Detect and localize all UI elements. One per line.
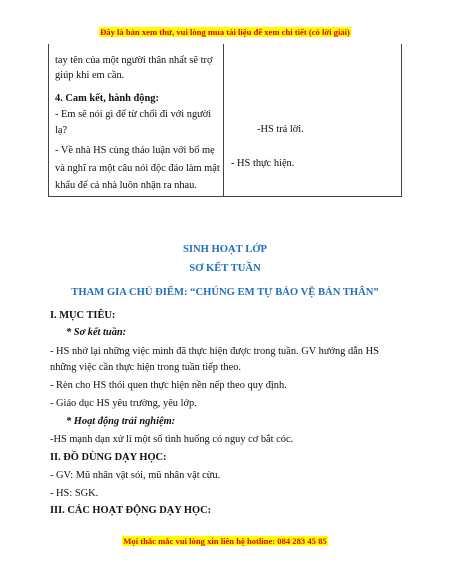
section-subtitle: SƠ KẾT TUẦN — [189, 263, 261, 274]
paragraph: - Rèn cho HS thói quen thực hiện nền nếp theo quy định. — [50, 380, 287, 391]
table-left-line: và nghĩ ra một câu nói độc đáo làm mật — [55, 163, 220, 174]
table-right-answer: -HS trả lời. — [257, 124, 304, 135]
table-left-line: giúp khi em cần. — [55, 70, 125, 81]
heading-objectives: I. MỤC TIÊU: — [50, 310, 116, 321]
table-left-line: - Về nhà HS cùng thảo luận với bố mẹ — [55, 145, 215, 156]
paragraph: những việc cần thực hiện trong tuần tiếp theo. — [50, 362, 242, 373]
section-title: SINH HOẠT LỚP — [183, 244, 267, 255]
table-left-line: khẩu để cả nhà luôn nhận ra nhau. — [55, 180, 197, 191]
table-right-perform: - HS thực hiện. — [231, 158, 295, 169]
theme-heading: THAM GIA CHỦ ĐIỂM: “CHÚNG EM TỰ BẢO VỆ BẢN THÂN” — [71, 287, 379, 298]
paragraph: -HS mạnh dạn xử lí một số tình huống có nguy cơ bắt cóc. — [50, 434, 294, 445]
preview-notice-banner — [0, 27, 450, 37]
subheading-experience: * Hoạt động trải nghiệm: — [66, 416, 176, 427]
table-left-heading: 4. Cam kết, hành động: — [55, 93, 159, 104]
paragraph: - Giáo dục HS yêu trường, yêu lớp. — [50, 398, 197, 409]
paragraph: - HS: SGK. — [50, 488, 99, 499]
paragraph: - HS nhớ lại những việc mình đã thực hiện được trong tuần. GV hướng dẫn HS — [50, 346, 379, 357]
table-left-line: lạ? — [55, 125, 68, 136]
table-left-line: - Em sẽ nói gì để từ chối đi với người — [55, 109, 212, 120]
subheading-week-review: * Sơ kết tuần: — [66, 327, 127, 338]
paragraph: - GV: Mũ nhân vật sói, mũ nhân vật cừu. — [50, 470, 221, 481]
heading-materials: II. ĐỒ DÙNG DẠY HỌC: — [50, 452, 167, 463]
table-column-divider — [223, 44, 224, 196]
preview-notice-text: Đây là bản xem thử, vui lòng mua tài liệu để xem chi tiết (có lời giải) — [100, 27, 350, 37]
heading-activities: III. CÁC HOẠT ĐỘNG DẠY HỌC: — [50, 505, 212, 516]
hotline-text: Mọi thắc mắc vui lòng xin liên hệ hotline: 084 283 45 85 — [123, 536, 327, 546]
hotline-banner — [0, 536, 450, 546]
table-left-line: tay tên của một người thân nhất sẽ trợ — [55, 55, 213, 66]
lesson-table — [48, 44, 402, 197]
